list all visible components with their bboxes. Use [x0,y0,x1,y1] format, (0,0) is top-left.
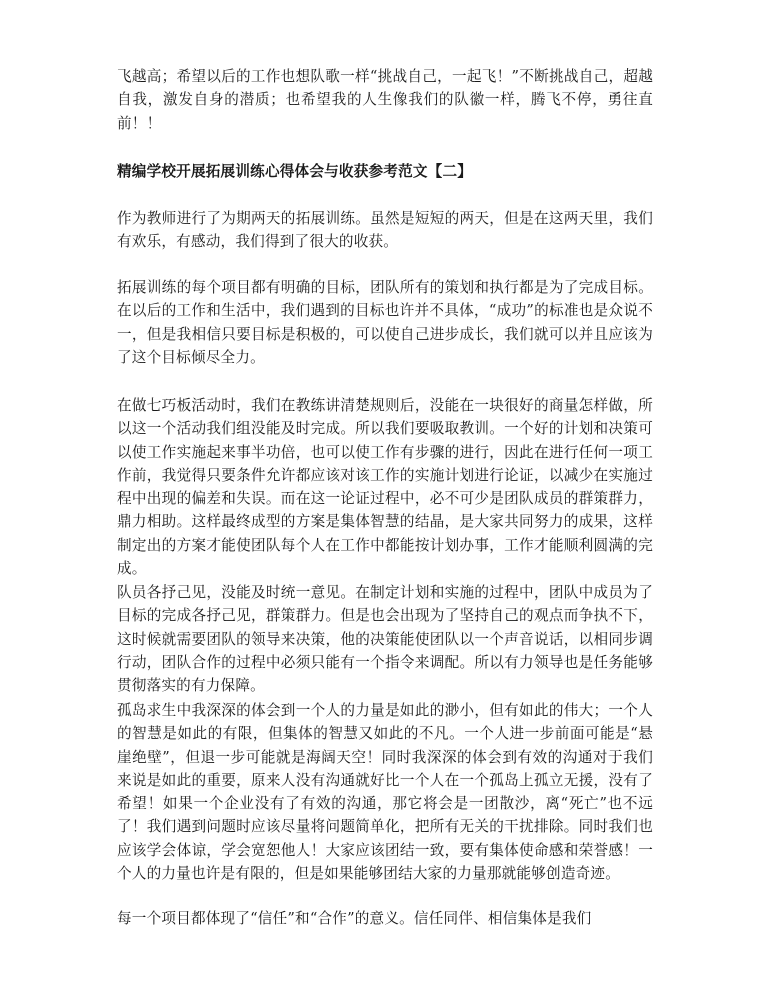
paragraph: 在做七巧板活动时，我们在教练讲清楚规则后，没能在一块很好的商量怎样做，所以这一个活动我们组没能及时完成。所以我们要吸取教训。一个好的计划和决策可以使工作实施起来事半功倍，也可以使工作有步骤的进行，因此在进行任何一项工作前，我觉得只要条件允许都应该对该工作的实施计划进行论证，以减少在实施过程中出现的偏差和失误。而在这一论证过程中，必不可少是团队成员的群策群力，鼎力相助。这样最终成型的方案是集体智慧的结晶，是大家共同努力的成果，这样制定出的方案才能使团队每个人在工作中都能按计划办事，工作才能顺利圆满的完成。 [117,397,653,578]
section-heading: 精编学校开展拓展训练心得体会与收获参考范文【二】 [117,163,473,180]
paragraph: 队员各抒己见，没能及时统一意见。在制定计划和实施的过程中，团队中成员为了目标的完成各抒己见，群策群力。但是也会出现为了坚持自己的观点而争执不下，这时候就需要团队的领导来决策，他的决策能使团队以一个声音说话，以相同步调行动，团队合作的过程中必须只能有一个指令来调配。所以有力领导也是任务能够贯彻落实的有力保障。 [117,584,653,695]
paragraph: 每一个项目都体现了“信任”和“合作”的意义。信任同伴、相信集体是我们 [117,910,592,927]
paragraph: 拓展训练的每个项目都有明确的目标，团队所有的策划和执行都是为了完成目标。在以后的工作和生活中，我们遇到的目标也许并不具体，“成功”的标准也是众说不一，但是我相信只要目标是积极的，可以使自己进步成长，我们就可以并且应该为了这个目标倾尽全力。 [117,279,653,366]
paragraph: 作为教师进行了为期两天的拓展训练。虽然是短短的两天，但是在这两天里，我们有欢乐，有感动，我们得到了很大的收获。 [117,210,653,251]
intro-paragraph: 飞越高；希望以后的工作也想队歌一样“挑战自己，一起飞！”不断挑战自己，超越自我，激发自身的潜质；也希望我的人生像我们的队徽一样，腾飞不停，勇往直前！！ [117,68,653,132]
paragraph: 孤岛求生中我深深的体会到一个人的力量是如此的渺小，但有如此的伟大；一个人的智慧是如此的有限，但集体的智慧又如此的不凡。一个人进一步前面可能是“悬崖绝壁”，但退一步可能就是海阔天空！同时我深深的体会到有效的沟通对于我们来说是如此的重要，原来人没有沟通就好比一个人在一个孤岛上孤立无援，没有了希望！如果一个企业没有了有效的沟通，那它将会是一团散沙，离“死亡”也不远了！我们遇到问题时应该尽量将问题简单化，把所有无关的干扰排除。同时我们也应该学会体谅，学会宽恕他人！大家应该团结一致，要有集体使命感和荣誉感！一个人的力量也许是有限的，但是如果能够团结大家的力量那就能够创造奇迹。 [117,702,653,883]
